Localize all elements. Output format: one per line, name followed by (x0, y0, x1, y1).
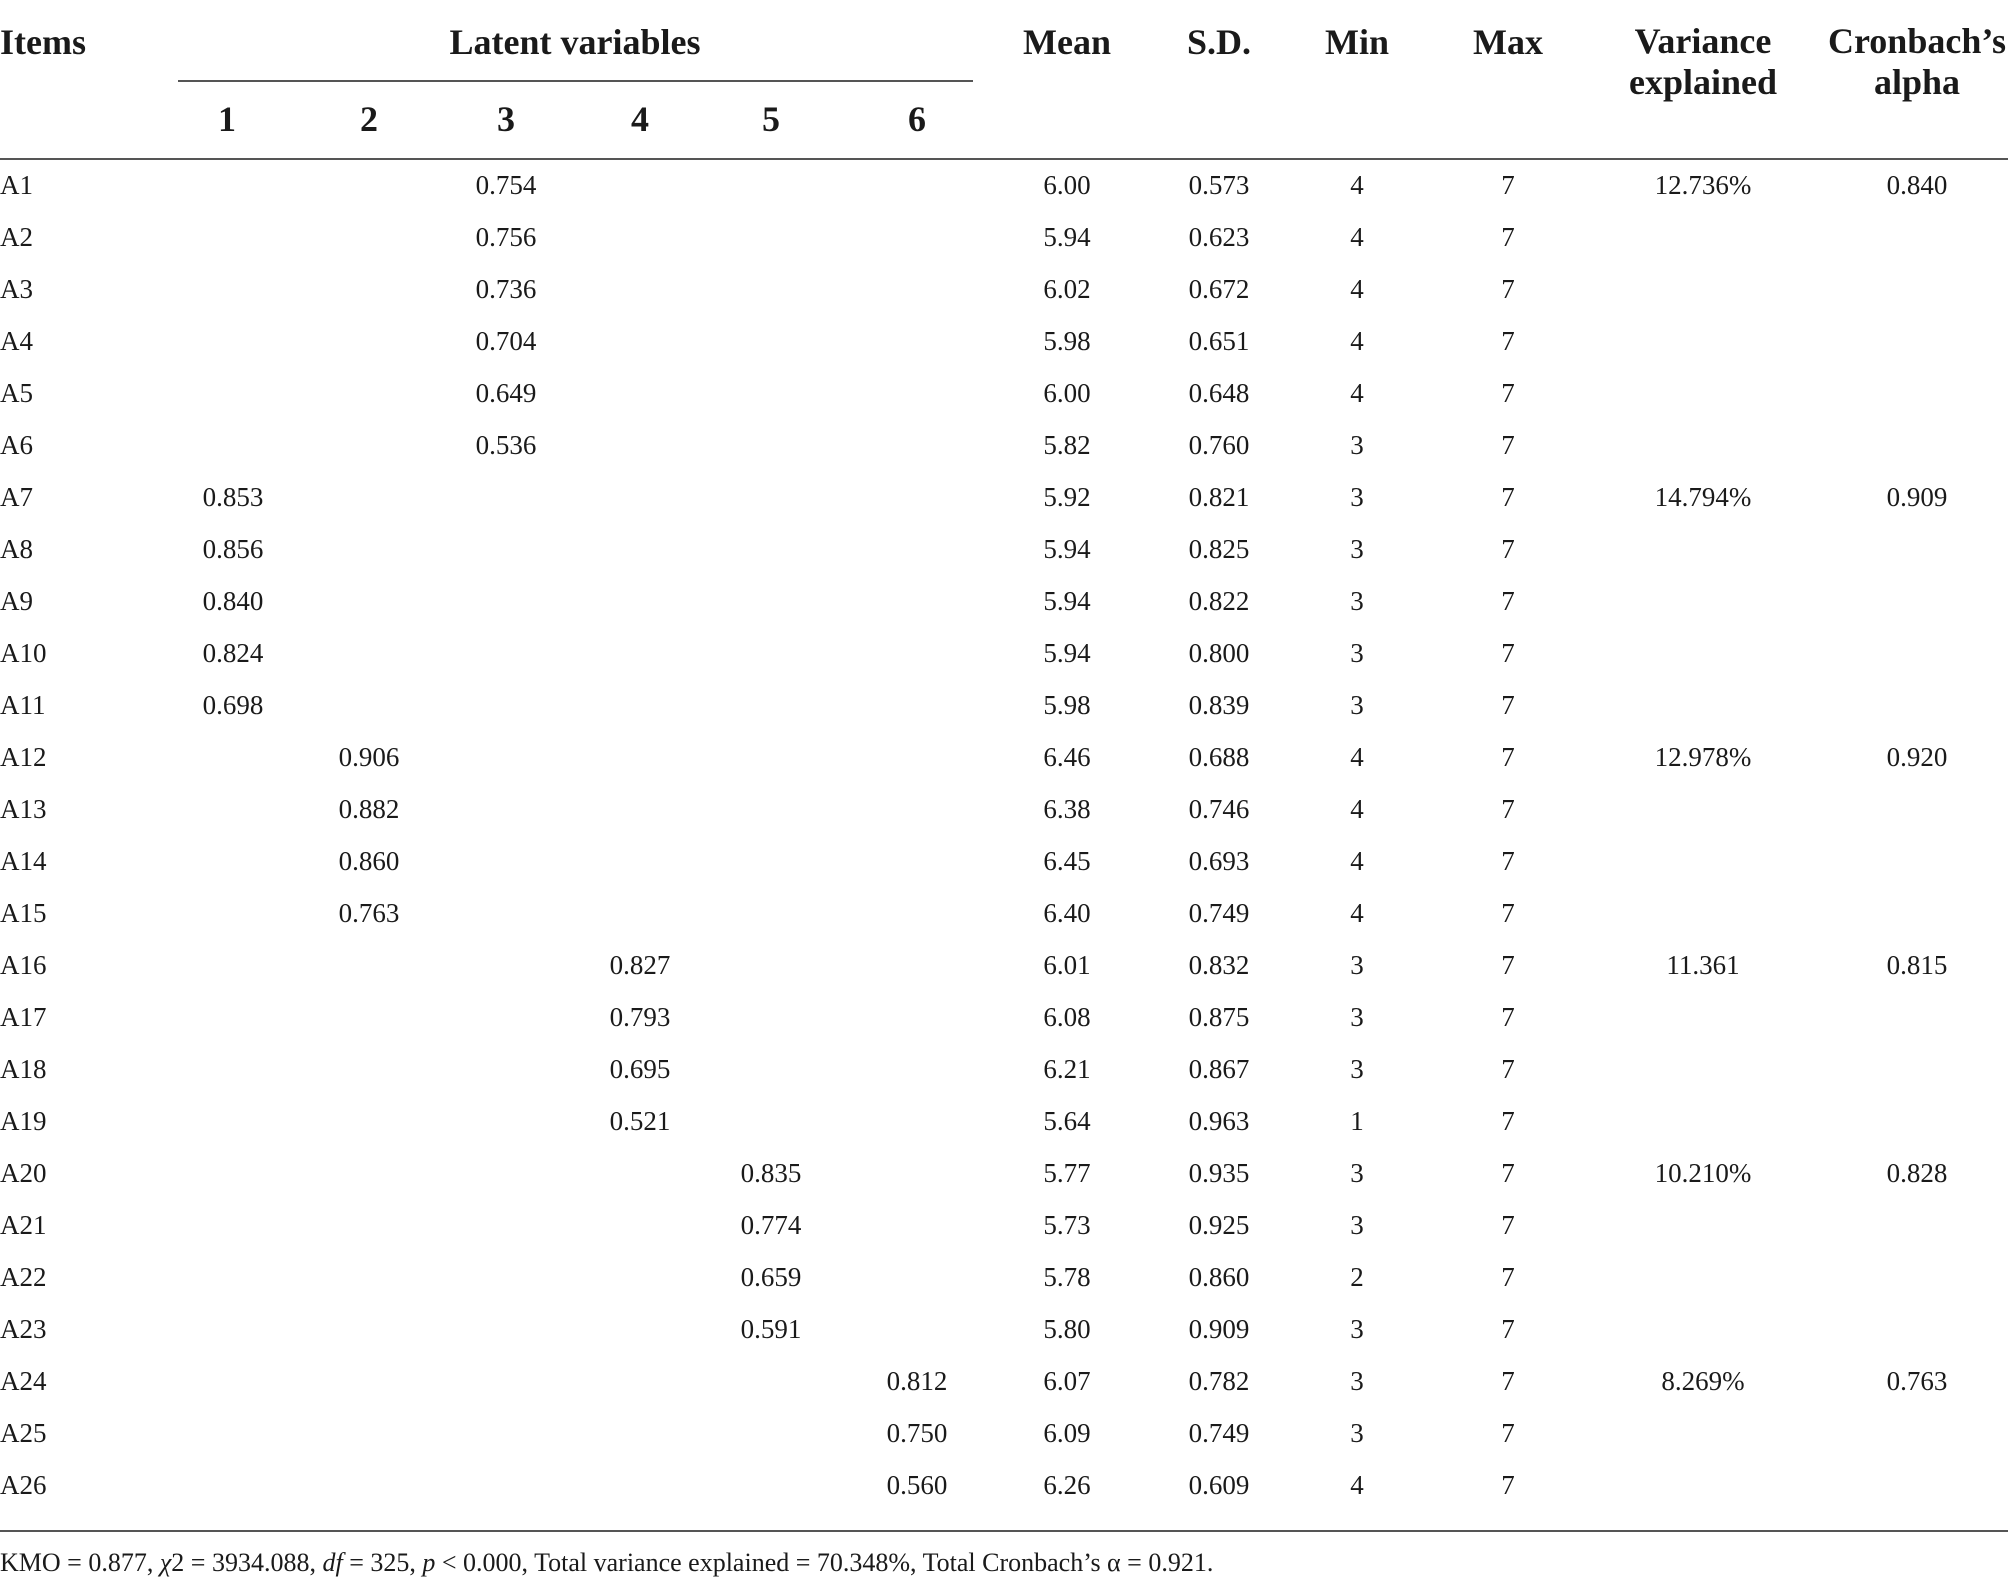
table-row (0, 991, 2008, 1043)
cell-item: A21 (0, 1210, 47, 1240)
table-row (0, 679, 2008, 731)
cell-mean: 6.01 (1043, 950, 1091, 980)
footnote-chi: χ (159, 1548, 172, 1577)
cell-item: A15 (0, 898, 47, 928)
table-row (0, 731, 2008, 783)
cell-mean: 5.98 (1043, 326, 1091, 356)
header-alpha-line2: alpha (1873, 62, 1961, 102)
table-row (0, 1043, 2008, 1095)
cell-sd: 0.839 (1188, 690, 1250, 720)
cell-factor-1: 0.853 (202, 482, 264, 512)
cell-min: 1 (1350, 1106, 1364, 1136)
cell-min: 4 (1350, 274, 1364, 304)
header-min: Min (1324, 22, 1390, 62)
cell-min: 2 (1350, 1262, 1364, 1292)
table-row (0, 1147, 2008, 1199)
cell-factor-1: 0.698 (202, 690, 264, 720)
header-factor-4: 4 (631, 99, 649, 139)
cell-cronbach-alpha: 0.763 (1886, 1366, 1948, 1396)
cell-max: 7 (1501, 534, 1515, 564)
cell-min: 4 (1350, 742, 1364, 772)
cell-mean: 5.94 (1043, 534, 1091, 564)
cell-max: 7 (1501, 846, 1515, 876)
cell-sd: 0.693 (1188, 846, 1250, 876)
cell-cronbach-alpha: 0.840 (1886, 170, 1948, 200)
cell-sd: 0.925 (1188, 1210, 1250, 1240)
cell-min: 3 (1350, 1210, 1364, 1240)
table-row (0, 419, 2008, 471)
cell-max: 7 (1501, 1158, 1515, 1188)
cell-factor-5: 0.774 (740, 1210, 802, 1240)
table-bottom-rule (0, 1530, 2008, 1532)
header-alpha-line1: Cronbach’s (1827, 21, 2007, 61)
cell-max: 7 (1501, 1210, 1515, 1240)
cell-mean: 5.64 (1043, 1106, 1091, 1136)
cell-min: 3 (1350, 1054, 1364, 1084)
header-latent-variables: Latent variables (449, 22, 701, 62)
header-variance-explained (1629, 21, 1777, 103)
cell-sd: 0.821 (1188, 482, 1250, 512)
cell-item: A20 (0, 1158, 47, 1188)
cell-max: 7 (1501, 898, 1515, 928)
cell-max: 7 (1501, 1418, 1515, 1448)
cell-factor-1: 0.856 (202, 534, 264, 564)
table-row (0, 887, 2008, 939)
cell-item: A14 (0, 846, 47, 876)
cell-mean: 6.00 (1043, 170, 1091, 200)
cell-min: 4 (1350, 378, 1364, 408)
cell-factor-6: 0.750 (886, 1418, 948, 1448)
cell-sd: 0.760 (1188, 430, 1250, 460)
cell-mean: 6.26 (1043, 1470, 1091, 1500)
cell-factor-1: 0.840 (202, 586, 264, 616)
cell-mean: 5.94 (1043, 638, 1091, 668)
cell-min: 3 (1350, 1158, 1364, 1188)
cell-min: 3 (1350, 534, 1364, 564)
header-mean: Mean (1023, 22, 1111, 62)
cell-item: A8 (0, 534, 33, 564)
cell-factor-5: 0.591 (740, 1314, 802, 1344)
table-row (0, 523, 2008, 575)
cell-min: 3 (1350, 586, 1364, 616)
cell-variance-explained: 14.794% (1654, 482, 1752, 512)
cell-max: 7 (1501, 1314, 1515, 1344)
cell-max: 7 (1501, 1054, 1515, 1084)
cell-min: 4 (1350, 898, 1364, 928)
cell-item: A9 (0, 586, 33, 616)
cell-item: A23 (0, 1314, 47, 1344)
cell-mean: 6.46 (1043, 742, 1091, 772)
cell-min: 4 (1350, 846, 1364, 876)
cell-min: 4 (1350, 1470, 1364, 1500)
cell-min: 3 (1350, 638, 1364, 668)
cell-max: 7 (1501, 274, 1515, 304)
table-row (0, 783, 2008, 835)
cell-min: 3 (1350, 950, 1364, 980)
cell-mean: 6.09 (1043, 1418, 1091, 1448)
cell-item: A26 (0, 1470, 47, 1500)
table-row (0, 211, 2008, 263)
cell-min: 4 (1350, 222, 1364, 252)
cell-item: A3 (0, 274, 33, 304)
cell-sd: 0.860 (1188, 1262, 1250, 1292)
cell-factor-4: 0.695 (609, 1054, 671, 1084)
table-row (0, 1355, 2008, 1407)
header-factor-1: 1 (218, 99, 236, 139)
cell-max: 7 (1501, 794, 1515, 824)
cell-mean: 6.07 (1043, 1366, 1091, 1396)
cell-sd: 0.623 (1188, 222, 1250, 252)
cell-sd: 0.782 (1188, 1366, 1250, 1396)
cell-max: 7 (1501, 1106, 1515, 1136)
cell-min: 3 (1350, 1366, 1364, 1396)
cell-sd: 0.609 (1188, 1470, 1250, 1500)
cell-item: A12 (0, 742, 47, 772)
cell-item: A10 (0, 638, 47, 668)
table-row (0, 1251, 2008, 1303)
cell-factor-4: 0.827 (609, 950, 671, 980)
cell-min: 4 (1350, 794, 1364, 824)
cell-min: 3 (1350, 482, 1364, 512)
table-row (0, 263, 2008, 315)
cell-variance-explained: 8.269% (1661, 1366, 1745, 1396)
footnote-kmo: KMO = 0.877, (0, 1548, 160, 1577)
header-sd: S.D. (1186, 22, 1252, 62)
cell-mean: 6.21 (1043, 1054, 1091, 1084)
cell-factor-4: 0.521 (609, 1106, 671, 1136)
header-factor-2: 2 (360, 99, 378, 139)
cell-sd: 0.963 (1188, 1106, 1250, 1136)
cell-item: A5 (0, 378, 33, 408)
cell-factor-6: 0.812 (886, 1366, 948, 1396)
header-max: Max (1473, 22, 1543, 62)
cell-item: A4 (0, 326, 33, 356)
cell-sd: 0.749 (1188, 1418, 1250, 1448)
cell-sd: 0.867 (1188, 1054, 1250, 1084)
cell-sd: 0.825 (1188, 534, 1250, 564)
table-footnote (0, 1543, 1213, 1583)
cell-sd: 0.746 (1188, 794, 1250, 824)
cell-max: 7 (1501, 638, 1515, 668)
cell-mean: 6.45 (1043, 846, 1091, 876)
cell-mean: 5.92 (1043, 482, 1091, 512)
cell-item: A7 (0, 482, 33, 512)
cell-factor-6: 0.560 (886, 1470, 948, 1500)
cell-item: A6 (0, 430, 33, 460)
cell-mean: 5.94 (1043, 222, 1091, 252)
cell-min: 3 (1350, 1314, 1364, 1344)
cell-item: A1 (0, 170, 33, 200)
table-row (0, 835, 2008, 887)
cell-max: 7 (1501, 1366, 1515, 1396)
cell-factor-2: 0.860 (338, 846, 400, 876)
cell-max: 7 (1501, 950, 1515, 980)
cell-mean: 6.40 (1043, 898, 1091, 928)
cell-item: A19 (0, 1106, 47, 1136)
table-row (0, 367, 2008, 419)
cell-factor-3: 0.649 (475, 378, 537, 408)
header-variance-line1: Variance (1634, 21, 1772, 61)
cell-factor-3: 0.736 (475, 274, 537, 304)
cell-factor-3: 0.536 (475, 430, 537, 460)
cell-sd: 0.875 (1188, 1002, 1250, 1032)
cell-item: A22 (0, 1262, 47, 1292)
cell-sd: 0.651 (1188, 326, 1250, 356)
cell-item: A2 (0, 222, 33, 252)
header-factor-3: 3 (497, 99, 515, 139)
cell-variance-explained: 11.361 (1666, 950, 1740, 980)
cell-mean: 6.08 (1043, 1002, 1091, 1032)
header-variance-line2: explained (1628, 62, 1778, 102)
cell-min: 4 (1350, 326, 1364, 356)
footnote-rest: < 0.000, Total variance explained = 70.348%, Total Cronbach’s α = 0.921. (435, 1548, 1214, 1577)
table-row (0, 1095, 2008, 1147)
cell-sd: 0.832 (1188, 950, 1250, 980)
cell-factor-4: 0.793 (609, 1002, 671, 1032)
footnote-p: p (422, 1548, 436, 1577)
cell-mean: 5.82 (1043, 430, 1091, 460)
footnote-df-value: = 325, (342, 1548, 423, 1577)
table-row (0, 1459, 2008, 1511)
cell-max: 7 (1501, 222, 1515, 252)
cell-min: 4 (1350, 170, 1364, 200)
cell-max: 7 (1501, 586, 1515, 616)
cell-max: 7 (1501, 742, 1515, 772)
cell-mean: 5.98 (1043, 690, 1091, 720)
cell-min: 3 (1350, 690, 1364, 720)
cell-mean: 5.73 (1043, 1210, 1091, 1240)
cell-max: 7 (1501, 1002, 1515, 1032)
cell-min: 3 (1350, 1418, 1364, 1448)
cell-sd: 0.749 (1188, 898, 1250, 928)
cell-sd: 0.573 (1188, 170, 1250, 200)
cell-min: 3 (1350, 1002, 1364, 1032)
cell-factor-1: 0.824 (202, 638, 264, 668)
cell-factor-2: 0.906 (338, 742, 400, 772)
cell-mean: 6.38 (1043, 794, 1091, 824)
cell-factor-2: 0.882 (338, 794, 400, 824)
cell-max: 7 (1501, 1262, 1515, 1292)
cell-factor-3: 0.754 (475, 170, 537, 200)
cell-mean: 5.77 (1043, 1158, 1091, 1188)
header-items: Items (0, 22, 86, 62)
cell-sd: 0.822 (1188, 586, 1250, 616)
cell-max: 7 (1501, 430, 1515, 460)
cell-item: A13 (0, 794, 47, 824)
cell-cronbach-alpha: 0.920 (1886, 742, 1948, 772)
footnote-chi-value: 2 = 3934.088, (171, 1548, 323, 1577)
cell-sd: 0.648 (1188, 378, 1250, 408)
cell-item: A25 (0, 1418, 47, 1448)
cell-cronbach-alpha: 0.815 (1886, 950, 1948, 980)
footnote-df: df (322, 1548, 343, 1577)
table-row (0, 471, 2008, 523)
cell-factor-5: 0.835 (740, 1158, 802, 1188)
cell-min: 3 (1350, 430, 1364, 460)
cell-sd: 0.688 (1188, 742, 1250, 772)
cell-sd: 0.909 (1188, 1314, 1250, 1344)
cell-sd: 0.935 (1188, 1158, 1250, 1188)
table-row (0, 315, 2008, 367)
cell-max: 7 (1501, 170, 1515, 200)
cell-max: 7 (1501, 378, 1515, 408)
cell-item: A16 (0, 950, 47, 980)
cell-factor-5: 0.659 (740, 1262, 802, 1292)
cell-max: 7 (1501, 690, 1515, 720)
cell-mean: 5.80 (1043, 1314, 1091, 1344)
table-row (0, 939, 2008, 991)
cell-mean: 6.00 (1043, 378, 1091, 408)
cell-mean: 6.02 (1043, 274, 1091, 304)
cell-item: A24 (0, 1366, 47, 1396)
cell-item: A11 (0, 690, 46, 720)
cell-sd: 0.672 (1188, 274, 1250, 304)
cell-variance-explained: 10.210% (1654, 1158, 1752, 1188)
cell-item: A17 (0, 1002, 47, 1032)
cell-mean: 5.78 (1043, 1262, 1091, 1292)
table-row (0, 159, 2008, 211)
latent-variables-underline (178, 80, 973, 82)
cell-factor-3: 0.756 (475, 222, 537, 252)
cell-variance-explained: 12.736% (1654, 170, 1752, 200)
cell-item: A18 (0, 1054, 47, 1084)
table-row (0, 1407, 2008, 1459)
cell-max: 7 (1501, 482, 1515, 512)
cell-cronbach-alpha: 0.909 (1886, 482, 1948, 512)
table-row (0, 1199, 2008, 1251)
cell-factor-3: 0.704 (475, 326, 537, 356)
cell-mean: 5.94 (1043, 586, 1091, 616)
cell-max: 7 (1501, 326, 1515, 356)
table-row (0, 1303, 2008, 1355)
header-factor-5: 5 (762, 99, 780, 139)
cell-sd: 0.800 (1188, 638, 1250, 668)
table-row (0, 627, 2008, 679)
cell-max: 7 (1501, 1470, 1515, 1500)
cell-cronbach-alpha: 0.828 (1886, 1158, 1948, 1188)
cell-variance-explained: 12.978% (1654, 742, 1752, 772)
cell-factor-2: 0.763 (338, 898, 400, 928)
table-row (0, 575, 2008, 627)
header-factor-6: 6 (908, 99, 926, 139)
header-cronbach-alpha (1828, 21, 2006, 103)
